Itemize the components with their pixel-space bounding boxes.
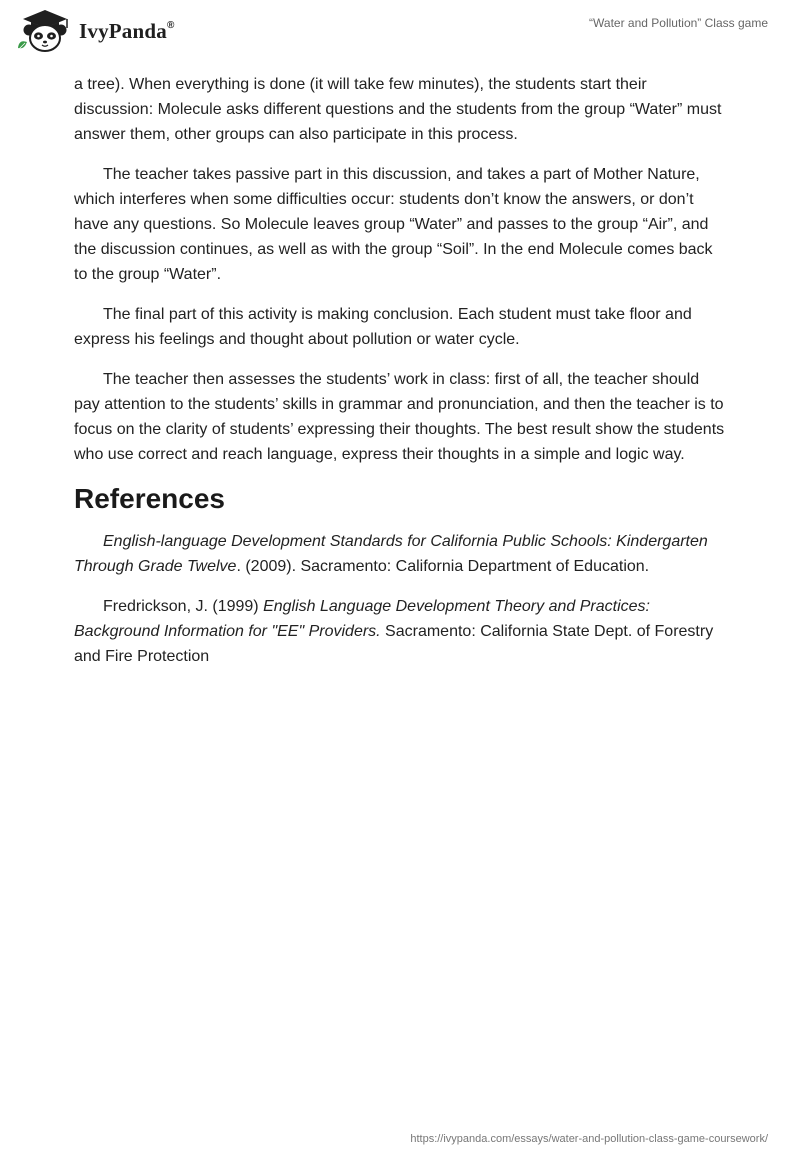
registered-mark: ® <box>166 20 175 31</box>
reference-details: Sacramento: California State Dept. of Forestry and Fire Protection <box>74 623 714 665</box>
body-paragraph: The final part of this activity is making conclusion. Each student must take floor and express his feelings and thought about pollution or water cycle. <box>74 306 692 348</box>
reference-entry <box>74 594 726 669</box>
brand-name[interactable] <box>79 19 175 44</box>
body-paragraph: a tree). When everything is done (it will take few minutes), the students start their discussion: Molecule asks different questions and the students from the group “Water” must answer them, other groups can also participate in this process. <box>74 76 722 143</box>
source-url[interactable]: https://ivypanda.com/essays/water-and-pollution-class-game-coursework/ <box>410 1133 768 1145</box>
brand-label: IvyPanda <box>79 19 167 43</box>
essay-content <box>74 72 726 684</box>
body-paragraph: The teacher takes passive part in this discussion, and takes a part of Mother Nature, which interferes when some difficulties occur: students don’t know the answers, or don’t have any questions. So Molecule leaves group “Water” and passes to the group “Air”, and the discussion continues, as well as with the group “Soil”. In the end Molecule comes back to the group “Water”. <box>74 166 713 283</box>
references-heading: References <box>74 483 225 514</box>
document-title: “Water and Pollution” Class game <box>589 16 768 30</box>
page-header <box>0 0 800 60</box>
reference-entry <box>74 529 726 579</box>
body-paragraph: The teacher then assesses the students’ work in class: first of all, the teacher should pay attention to the students’ skills in grammar and pronunciation, and then the teacher is to focus on the clarity of students’ expressing their thoughts. The best result show the students who use correct and reach language, express their thoughts in a simple and logic way. <box>74 371 725 463</box>
reference-title: English-language Development Standards for California Public Schools: Kindergarten Through Grade Twelve <box>74 533 708 575</box>
reference-details: . (2009). Sacramento: California Department of Education. <box>236 558 650 575</box>
reference-author: Fredrickson, J. (1999) <box>103 598 264 615</box>
panda-logo-icon[interactable] <box>14 8 76 54</box>
reference-title: English Language Development Theory and Practices: Background Information for "EE" Providers. <box>74 598 650 640</box>
